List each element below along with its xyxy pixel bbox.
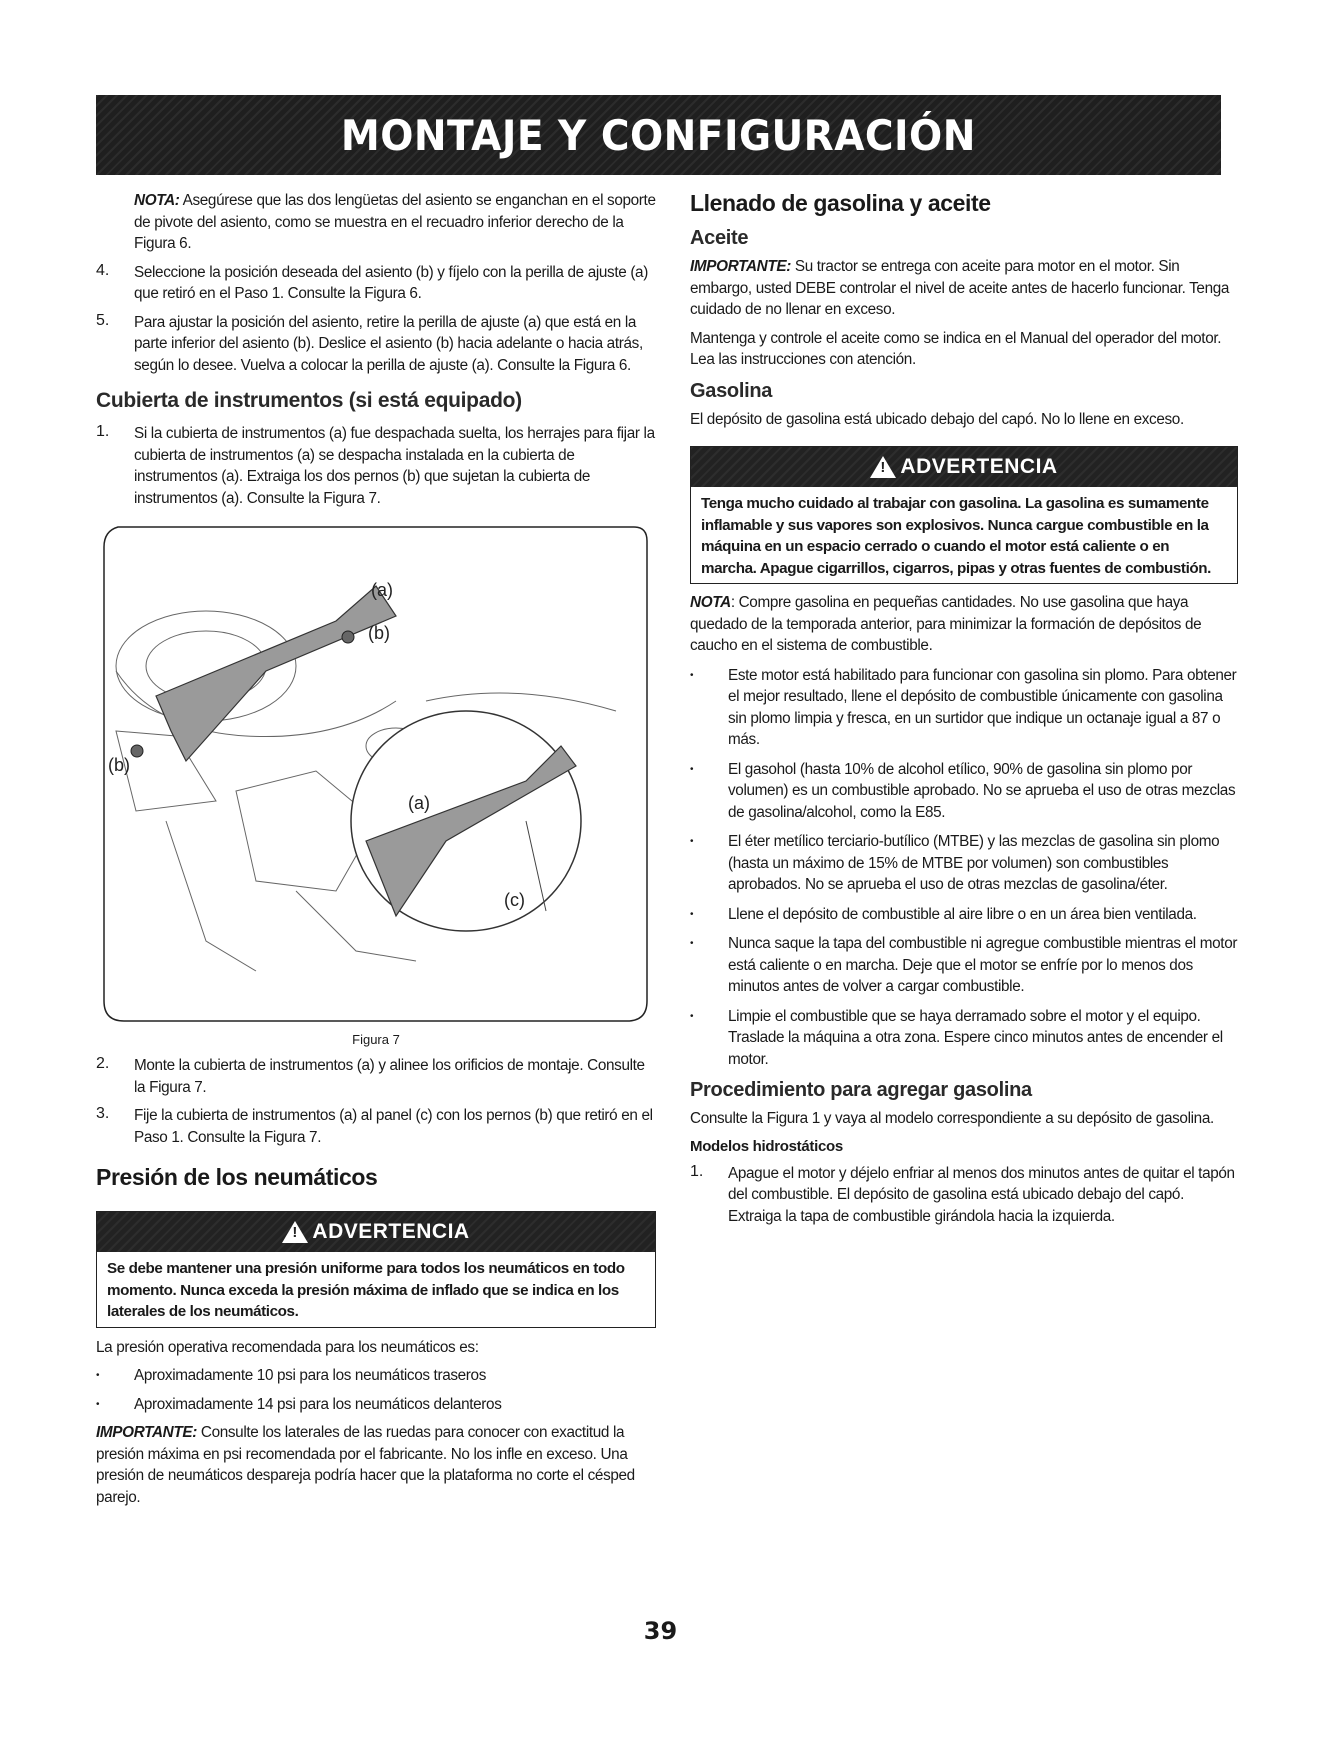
heading-cubierta: Cubierta de instrumentos (si está equipado)	[96, 389, 522, 412]
sub-gasolina: Gasolina	[690, 379, 773, 402]
step-item	[96, 1055, 656, 1098]
warning-header	[691, 447, 1237, 487]
list-item-text: El éter metílico terciario-butílico (MTBE) y las mezclas de gasolina sin plomo (hasta un máximo de 15% de MTBE por volumen) son combustibles aprobados. No se aprueba el uso de otras mezclas de gasolina/éter.	[728, 833, 1220, 893]
heading-llenado: Llenado de gasolina y aceite	[690, 190, 991, 216]
step-text: Para ajustar la posición del asiento, retire la perilla de ajuste (a) que está en la parte inferior del asiento (b). Deslice el asiento (b) hacia adelante o hacia atrás, según lo desee. Vuelva a colocar la perilla de ajuste (a). Consulte la Figura 6.	[134, 313, 643, 374]
step-item	[96, 312, 656, 377]
step-number: 1.	[96, 423, 110, 440]
step-number: 3.	[96, 1105, 110, 1122]
label-b-left: (b)	[108, 755, 130, 775]
list-item-text: Aproximadamente 10 psi para los neumáticos traseros	[134, 1367, 487, 1384]
page-number: 39	[643, 1617, 678, 1645]
importante-label: IMPORTANTE:	[96, 1424, 197, 1441]
right-column	[690, 190, 1238, 1227]
sub-procedimiento: Procedimiento para agregar gasolina	[690, 1079, 1032, 1101]
instrument-cover-a	[156, 586, 396, 761]
heading-presion: Presión de los neumáticos	[96, 1164, 378, 1190]
step-text: Fije la cubierta de instrumentos (a) al panel (c) con los pernos (b) que retiró en el Paso 1. Consulte la Figura 7.	[134, 1107, 653, 1146]
list-item	[690, 1006, 1238, 1071]
list-item	[690, 759, 1238, 824]
list-item-text: Este motor está habilitado para funcionar con gasolina sin plomo. Para obtener el mejor resultado, llene el depósito de combustible únicamente con gasolina sin plomo limpia y fresca, en un surtidor que indique un octanaje igual a 87 o más.	[728, 666, 1237, 748]
label-c-inset: (c)	[504, 890, 525, 910]
list-item	[690, 904, 1238, 926]
bullet-icon: •	[690, 836, 694, 847]
label-a-main: (a)	[371, 580, 393, 600]
nota-text: Asegúrese que las dos lengüetas del asiento se enganchan en el soporte de pivote del asiento, como se muestra en el recuadro inferior derecho de la Figura 6.	[134, 192, 656, 252]
warning-text: Tenga mucho cuidado al trabajar con gasolina. La gasolina es sumamente inflamable y sus vapores son explosivos. Nunca cargue combustible en la máquina en un espacio cerrado o cuando el motor está caliente o en marcha. Apague cigarrillos, cigarros, pipas y otras fuentes de combustión.	[701, 495, 1211, 577]
banner-title: MONTAJE Y CONFIGURACIÓN	[341, 110, 976, 160]
importante-text: Su tractor se entrega con aceite para motor en el motor. Sin embargo, usted DEBE controlar el nivel de aceite antes de hacerlo funcionar. Tenga cuidado de no llenar en exceso.	[690, 258, 1230, 318]
list-item-text: El gasohol (hasta 10% de alcohol etílico, 90% de gasolina sin plomo por volumen) es un combustible aprobado. No se aprueba el uso de otras mezclas de gasolina/alcohol, como la E85.	[728, 760, 1236, 821]
nota-paragraph	[690, 592, 1238, 657]
list-item	[690, 665, 1238, 751]
step-text: Si la cubierta de instrumentos (a) fue despachada suelta, los herrajes para fijar la cubierta de instrumentos (a) se despacha instalada en la cubierta de instrumentos (a). Extraiga los dos pernos (b) que sujetan la cubierta de instrumentos (a). Consulte la Figura 7.	[134, 425, 655, 507]
importante-paragraph	[96, 1422, 656, 1508]
figure-7	[96, 521, 656, 1026]
bullet-icon: •	[690, 669, 694, 681]
bolt-b-left	[131, 745, 143, 757]
list-item-text: Llene el depósito de combustible al aire libre o en un área bien ventilada.	[728, 905, 1197, 923]
step-number: 5.	[96, 311, 110, 329]
importante-paragraph	[690, 256, 1238, 321]
label-a-inset: (a)	[408, 793, 430, 813]
warning-icon	[870, 456, 896, 478]
figure-7-drawing	[96, 521, 656, 1026]
list-item	[690, 933, 1238, 998]
nota-label: NOTA	[690, 594, 731, 611]
list-item	[690, 831, 1238, 896]
mantenga-paragraph: Mantenga y controle el aceite como se indica en el Manual del operador del motor. Lea las instrucciones con atención.	[690, 329, 1222, 368]
nota-label: NOTA:	[134, 192, 180, 209]
step-item	[690, 1163, 1238, 1228]
modelos-heading: Modelos hidrostáticos	[690, 1137, 843, 1155]
warning-title: ADVERTENCIA	[900, 455, 1058, 478]
page-banner	[96, 95, 1221, 175]
warning-text: Se debe mantener una presión uniforme para todos los neumáticos en todo momento. Nunca exceda la presión máxima de inflado que se indica en los laterales de los neumáticos.	[107, 1260, 625, 1320]
warning-box-gasoline	[690, 446, 1238, 584]
deposito-paragraph: El depósito de gasolina está ubicado debajo del capó. No lo llene en exceso.	[690, 410, 1184, 428]
bullet-icon: •	[690, 763, 694, 775]
sub-aceite: Aceite	[690, 227, 749, 249]
consulte-paragraph: Consulte la Figura 1 y vaya al modelo correspondiente a su depósito de gasolina.	[690, 1110, 1214, 1127]
step-text: Apague el motor y déjelo enfriar al menos dos minutos antes de quitar el tapón del combustible. El depósito de gasolina está ubicado debajo del capó. Extraiga la tapa de combustible girándola hacia la izquierda.	[728, 1164, 1235, 1225]
list-item-text: Aproximadamente 14 psi para los neumáticos delanteros	[134, 1395, 502, 1413]
list-item	[96, 1394, 656, 1416]
warning-icon	[282, 1221, 308, 1243]
bullet-icon: •	[96, 1370, 100, 1381]
bullet-icon: •	[690, 1010, 694, 1022]
bullet-icon: •	[96, 1398, 100, 1410]
label-b-top: (b)	[368, 623, 390, 643]
step-number: 1.	[690, 1162, 704, 1180]
step-item	[96, 262, 656, 305]
step-item	[96, 1105, 656, 1148]
warning-header	[97, 1212, 655, 1252]
nota-paragraph	[96, 190, 656, 255]
left-column	[96, 190, 656, 1508]
presion-intro: La presión operativa recomendada para los neumáticos es:	[96, 1338, 479, 1356]
step-text: Seleccione la posición deseada del asiento (b) y fíjelo con la perilla de ajuste (a) que retiró en el Paso 1. Consulte la Figura 6.	[134, 263, 648, 302]
bullet-icon: •	[690, 938, 694, 949]
figure-caption: Figura 7	[352, 1032, 400, 1047]
list-item-text: Nunca saque la tapa del combustible ni agregue combustible mientras el motor está caliente o en marcha. Deje que el motor se enfríe por lo menos dos minutos antes de volver a cargar combustible.	[728, 935, 1238, 995]
importante-label: IMPORTANTE:	[690, 258, 791, 275]
bullet-icon: •	[690, 908, 694, 920]
warning-box-tires	[96, 1211, 656, 1328]
step-number: 4.	[96, 261, 110, 279]
step-item	[96, 423, 656, 509]
importante-text: Consulte los laterales de las ruedas para conocer con exactitud la presión máxima en psi recomendada por el fabricante. No los infle en exceso. Una presión de neumáticos despareja podría hacer que la plataforma no corte el césped parejo.	[96, 1424, 635, 1506]
step-text: Monte la cubierta de instrumentos (a) y alinee los orificios de montaje. Consulte la Figura 7.	[134, 1057, 645, 1096]
warning-title: ADVERTENCIA	[312, 1220, 470, 1243]
list-item-text: Limpie el combustible que se haya derramado sobre el motor y el equipo. Traslade la máquina a otra zona. Espere cinco minutos antes de encender el motor.	[728, 1007, 1223, 1068]
list-item	[96, 1365, 656, 1387]
bolt-b-top	[342, 631, 354, 643]
step-number: 2.	[96, 1055, 110, 1072]
nota-text: : Compre gasolina en pequeñas cantidades. No use gasolina que haya quedado de la temporada anterior, para minimizar la formación de depósitos de caucho en el sistema de combustible.	[690, 594, 1202, 654]
